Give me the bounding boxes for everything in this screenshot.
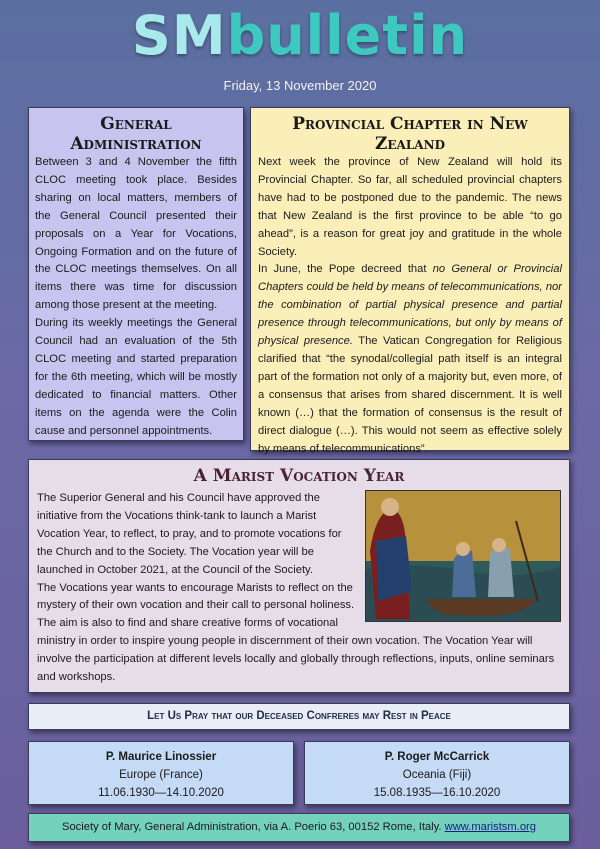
general-administration-section	[28, 107, 244, 441]
provincial-chapter-section	[250, 107, 570, 455]
deceased-card	[28, 741, 294, 805]
prayer-banner: Let Us Pray that our Deceased Confreres may Rest in Peace	[28, 703, 570, 730]
vocation-year-title: A Marist Vocation Year	[193, 466, 405, 486]
deceased-province: Oceania (Fiji)	[402, 769, 472, 781]
footer	[28, 813, 570, 842]
vocation-year-section	[28, 459, 570, 693]
general-administration-title: General Administration	[70, 114, 202, 154]
deceased-dates: 15.08.1935—16.10.2020	[373, 787, 501, 799]
chapter-paragraph-2: In June, the Pope decreed that no General or Provincial Chapters could be held by means of telecommunications, nor the combination of partial physical presence and partial presence through telecommunications, but only by means of physical presence. The Vatican Congregation for Religious clarified that “the synodal/collegial path itself is an integral part of the formation not only of a majority but, even more, of a consensus that arises from shared discernment. It is well known (…) that the formation of consensus is the result of direct dialogue (…). This would not seem as effective solely by means of telecommunications”.	[258, 263, 563, 455]
deceased-name: P. Maurice Linossier	[105, 751, 217, 763]
admin-paragraph-2: During its weekly meetings the General Council had an evaluation of the 5th CLOC meeting and started preparation for the 6th meeting, which will be mostly dedicated to financial matters. Other items on the agenda were the Colin cause and personnel appointments.	[35, 317, 237, 437]
website-link[interactable]: www.maristsm.org	[444, 821, 536, 833]
deceased-province: Europe (France)	[119, 769, 203, 781]
provincial-chapter-title: Provincial Chapter in New Zealand	[292, 114, 528, 154]
issue-date: Friday, 13 November 2020	[223, 78, 377, 93]
bulletin-logo: SMbulletin	[131, 4, 469, 67]
deceased-name: P. Roger McCarrick	[384, 751, 490, 763]
footer-address: Society of Mary, General Administration, via A. Poerio 63, 00152 Rome, Italy.	[61, 821, 445, 833]
admin-paragraph-1: Between 3 and 4 November the fifth CLOC meeting took place. Besides sharing on local matters, members of the General Council presented their proposals on a Year for Vocations, Ongoing Formation and on the future of the CLOC meetings themselves. On all items there was time for discussion among those present at the meeting.	[35, 156, 237, 312]
vocation-paragraph-1: The Superior General and his Council have approved the initiative from the Vocations think-tank to launch a Marist Vocation Year, to reflect, to pray, and to promote vocations for the Church and to the Society. The Vocation year will be launched in October 2021, at the Council of the Society.	[37, 492, 342, 576]
calling-of-apostles-painting	[365, 490, 561, 622]
decree-quote: no General or Provincial Chapters could be held by means of telecommunications, nor the combination of partial physical presence and partial presence through telecommunications, but only by means of physical presence.	[258, 263, 563, 348]
deceased-card	[304, 741, 570, 805]
vocation-paragraph-2: The Vocations year wants to encourage Marists to reflect on the mystery of their own vocation and their call to personal holiness. The aim is also to find and share creative forms of vocational ministry in order to inspire young people in discernment of their own vocation. The Vocation Year will involve the participation at different levels locally and globally through reflections, inputs, online seminars and workshops.	[37, 581, 555, 684]
chapter-paragraph-1: Next week the province of New Zealand will hold its Provincial Chapter. So far, all scheduled provincial chapters have had to be postponed due to the pandemic. The news that New Zealand is the first province to be able “to go ahead”, is a reason for great joy and gratitude in the whole Society.	[258, 156, 562, 258]
masthead	[0, 0, 600, 100]
deceased-dates: 11.06.1930—14.10.2020	[98, 787, 224, 799]
